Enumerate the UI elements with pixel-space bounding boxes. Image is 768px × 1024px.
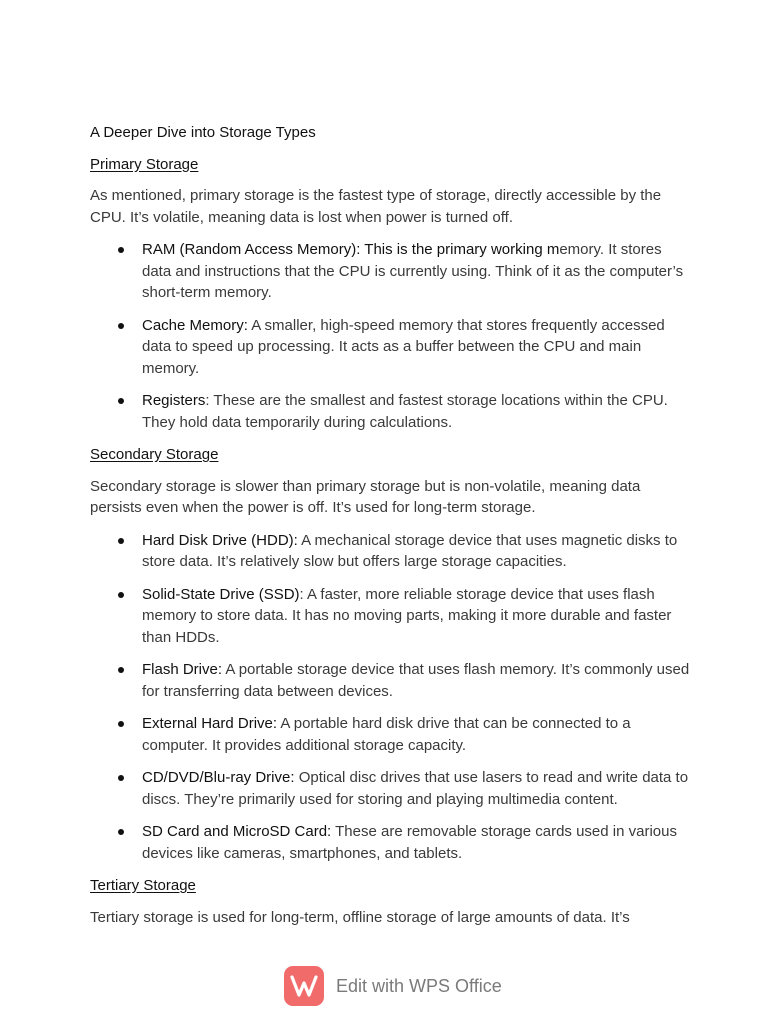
primary-storage-intro: As mentioned, primary storage is the fastest type of storage, directly accessible by the CPU. It’s volatile, meaning data is lost when power is turned off. (90, 187, 662, 226)
list-item (90, 584, 690, 649)
list-item-term: Solid-State Drive (SSD) (142, 585, 300, 603)
list-item (90, 315, 690, 380)
list-item-text: These are removable storage cards used in various devices like cameras, smartphones, and tablets. (142, 823, 677, 862)
bullet-icon (118, 829, 124, 835)
section-heading-tertiary-storage: Tertiary Storage (90, 877, 196, 894)
list-item-text: A portable hard disk drive that can be connected to a computer. It provides additional storage capacity. (142, 715, 631, 754)
bullet-icon (118, 775, 124, 781)
list-item-text: emory. It stores data and instructions that the CPU is currently using. Think of it as the computer’s short-term memory. (142, 241, 684, 301)
bullet-icon (118, 592, 124, 598)
list-item-text: : These are the smallest and fastest storage locations within the CPU. They hold data temporarily during calculations. (142, 392, 668, 431)
list-item-text: Optical disc drives that use lasers to read and write data to discs. They’re primarily used for storing and playing multimedia content. (142, 769, 689, 808)
edit-with-wps-label[interactable]: Edit with WPS Office (336, 975, 502, 996)
list-item (90, 767, 690, 810)
list-item-term: SD Card and MicroSD Card: (142, 823, 332, 840)
secondary-storage-intro: Secondary storage is slower than primary storage but is non-volatile, meaning data persists even when the power is off. It’s used for long-term storage. (90, 477, 641, 516)
bullet-icon (118, 323, 124, 329)
list-item-term: Cache Memory: (142, 316, 248, 334)
list-item-text: A mechanical storage device that uses magnetic disks to store data. It’s relatively slow but offers large storage capacities. (142, 531, 678, 570)
wps-logo-glyph (289, 971, 319, 1001)
bullet-icon (118, 538, 124, 544)
list-item (90, 821, 690, 864)
wps-office-logo-icon[interactable] (284, 966, 324, 1006)
wps-office-banner[interactable] (284, 964, 502, 1008)
list-item-term: CD/DVD/Blu-ray Drive: (142, 769, 295, 786)
list-item-text: A smaller, high-speed memory that stores frequently accessed data to speed up processing. It acts as a buffer between the CPU and main memory. (142, 316, 665, 377)
primary-storage-list (90, 239, 690, 433)
list-item (90, 390, 690, 433)
list-item (90, 659, 690, 702)
list-item-term: Registers (142, 392, 206, 409)
list-item-text: : A faster, more reliable storage device that uses flash memory to store data. It has no moving parts, making it more durable and faster than HDDs. (142, 585, 672, 646)
list-item (90, 239, 690, 304)
tertiary-storage-intro: Tertiary storage is used for long-term, offline storage of large amounts of data. It’s (90, 908, 630, 926)
document-page (90, 122, 690, 939)
bullet-icon (118, 247, 124, 253)
bullet-icon (118, 667, 124, 673)
bullet-icon (118, 398, 124, 404)
bullet-icon (118, 721, 124, 727)
list-item-term: Hard Disk Drive (HDD): (142, 531, 298, 549)
document-title: A Deeper Dive into Storage Types (90, 124, 316, 141)
list-item (90, 713, 690, 756)
section-heading-secondary-storage: Secondary Storage (90, 446, 219, 463)
list-item-term: RAM (Random Access Memory): This is the primary working m (142, 241, 560, 258)
list-item-term: External Hard Drive: (142, 715, 278, 732)
section-heading-primary-storage: Primary Storage (90, 155, 199, 173)
list-item-term: Flash Drive: (142, 661, 223, 678)
list-item (90, 530, 690, 573)
list-item-text: A portable storage device that uses flash memory. It’s commonly used for transferring data between devices. (142, 661, 690, 700)
secondary-storage-list (90, 530, 690, 865)
